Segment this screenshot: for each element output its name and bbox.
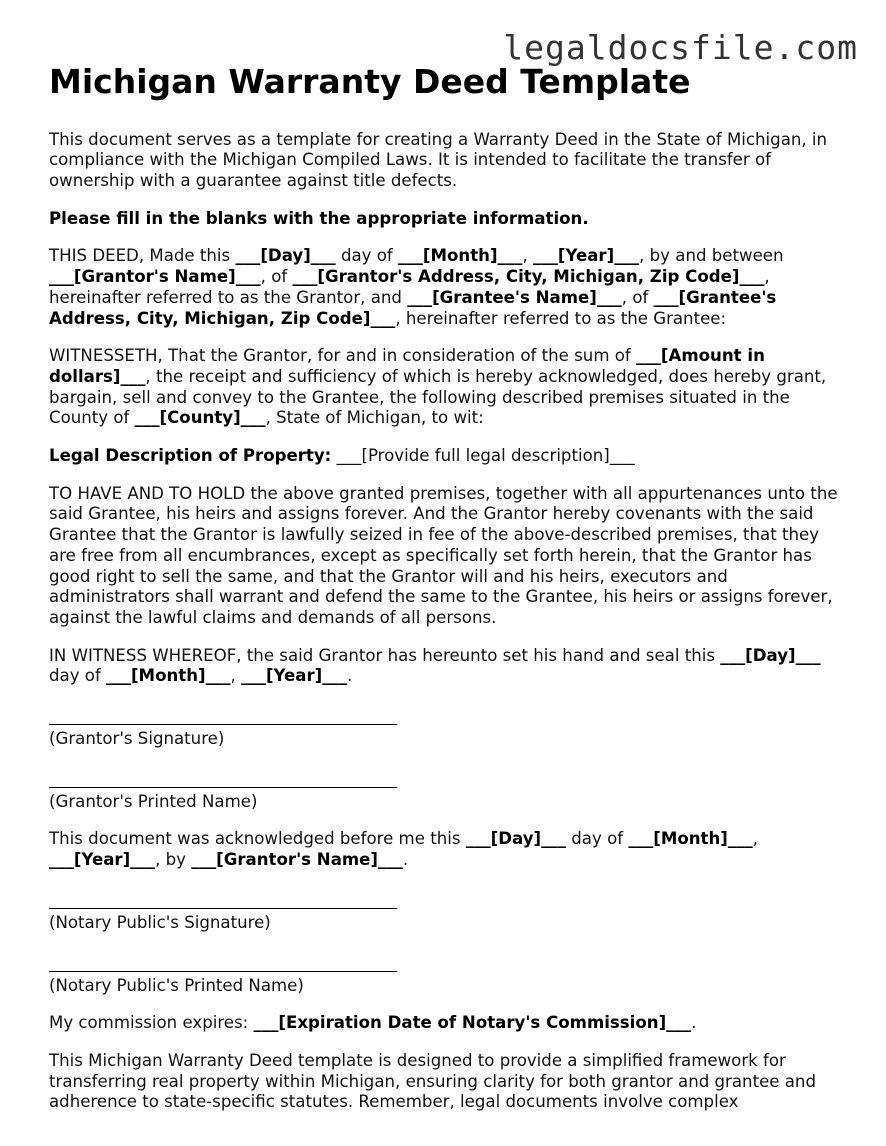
legal-description-paragraph xyxy=(49,446,849,467)
year-blank: ___[Year]___ xyxy=(241,666,348,686)
notary-printed-name-block xyxy=(49,970,849,997)
day-blank: ___[Day]___ xyxy=(465,829,566,849)
witnesseth-text: WITNESSETH, That the Grantor, for and in consideration of the sum of xyxy=(49,346,637,366)
witnesseth-paragraph xyxy=(49,346,849,429)
year-blank: ___[Year]___ xyxy=(49,850,156,870)
instruction-text: Please fill in the blanks with the appropriate information. xyxy=(49,208,589,228)
grantor-name-blank: ___[Grantor's Name]___ xyxy=(49,267,261,287)
deed-text: THIS DEED, Made this xyxy=(49,246,236,266)
commission-text: . xyxy=(691,1013,697,1033)
deed-paragraph xyxy=(49,246,849,329)
legal-description-label: Legal Description of Property: xyxy=(49,446,332,466)
habendum-paragraph: TO HAVE AND TO HOLD the above granted premises, together with all appurtenances unto the said Grantee, his heirs and assigns forever. And the Grantor hereby covenants with the said Grantee that the Grantor is lawfully seized in fee of the above-described premises, that they are free from all encumbrances, except as specifically set forth herein, that the Grantor has good right to sell the same, and that the Grantor will and his heirs, executors and administrators shall warrant and defend the same to the Grantee, his heirs or assigns forever, against the lawful claims and demands of all persons. xyxy=(49,483,838,627)
legal-description-blank: ___[Provide full legal description]___ xyxy=(331,446,635,466)
notary-signature-block xyxy=(49,907,849,934)
deed-text: day of xyxy=(335,246,399,266)
month-blank: ___[Month]___ xyxy=(628,829,753,849)
grantee-address-blank: ___[Grantee's Address, City, Michigan, Zip Code]___ xyxy=(49,287,777,328)
intro-paragraph: This document serves as a template for creating a Warranty Deed in the State of Michigan, in compliance with the Michigan Compiled Laws. It is intended to facilitate the transfer of ownership with a guarantee against title defects. xyxy=(49,129,828,190)
commission-text: My commission expires: xyxy=(49,1013,254,1033)
notary-printed-name-line xyxy=(49,970,397,972)
grantee-name-blank: ___[Grantee's Name]___ xyxy=(407,287,622,307)
witness-text: day of xyxy=(49,666,107,686)
witnesseth-text: , the receipt and sufficiency of which is hereby acknowledged, does hereby grant, bargain, sell and convey to the Grantee, the following described premises situated in the County of xyxy=(49,366,827,428)
ack-text: This document was acknowledged before me this xyxy=(49,829,466,849)
grantor-name-blank: ___[Grantor's Name]___ xyxy=(191,850,403,870)
grantor-signature-block xyxy=(49,723,849,750)
deed-text: , xyxy=(522,246,534,266)
grantor-printed-name-block xyxy=(49,786,849,813)
deed-text: , by and between xyxy=(639,246,784,266)
document-page xyxy=(49,62,849,1130)
county-blank: ___[County]___ xyxy=(134,408,266,428)
deed-text: , hereinafter referred to as the Grantor, and xyxy=(49,267,770,307)
grantor-address-blank: ___[Grantor's Address, City, Michigan, Zip Code]___ xyxy=(292,267,765,287)
site-watermark: legaldocsfile.com xyxy=(503,28,858,67)
deed-text: , of xyxy=(621,287,654,307)
witness-text: IN WITNESS WHEREOF, the said Grantor has hereunto set his hand and seal this xyxy=(49,645,721,665)
witness-whereof-paragraph xyxy=(49,646,849,687)
amount-blank: ___[Amount in dollars]___ xyxy=(49,346,765,386)
grantor-signature-line xyxy=(49,723,397,725)
notary-signature-label: (Notary Public's Signature) xyxy=(49,912,271,932)
day-blank: ___[Day]___ xyxy=(235,246,336,266)
deed-text: , of xyxy=(260,267,293,287)
ack-text: , by xyxy=(155,850,192,870)
witness-text: . xyxy=(347,666,353,686)
acknowledgment-paragraph xyxy=(49,829,849,870)
witnesseth-text: , State of Michigan, to wit: xyxy=(265,408,484,428)
witness-text: , xyxy=(230,666,242,686)
day-blank: ___[Day]___ xyxy=(720,645,821,665)
ack-text: , xyxy=(752,829,759,849)
closing-paragraph: This Michigan Warranty Deed template is designed to provide a simplified framework for transferring real property within Michigan, ensuring clarity for both grantor and grantee and adherence to state-specific statutes. Remember, legal documents involve complex xyxy=(49,1050,816,1112)
ack-text: day of xyxy=(566,829,629,849)
ack-text: . xyxy=(402,850,409,870)
notary-signature-line xyxy=(49,907,397,909)
notary-printed-name-label: (Notary Public's Printed Name) xyxy=(49,975,304,995)
month-blank: ___[Month]___ xyxy=(106,666,231,686)
commission-paragraph xyxy=(49,1013,849,1034)
page-title: Michigan Warranty Deed Template xyxy=(49,62,691,101)
grantor-printed-name-line xyxy=(49,786,397,788)
year-blank: ___[Year]___ xyxy=(533,246,640,266)
deed-text: , hereinafter referred to as the Grantee: xyxy=(395,308,727,328)
instruction-paragraph xyxy=(49,209,849,230)
grantor-printed-name-label: (Grantor's Printed Name) xyxy=(49,791,258,811)
month-blank: ___[Month]___ xyxy=(398,246,523,266)
expiration-date-blank: ___[Expiration Date of Notary's Commission]___ xyxy=(253,1013,692,1033)
grantor-signature-label: (Grantor's Signature) xyxy=(49,729,225,749)
